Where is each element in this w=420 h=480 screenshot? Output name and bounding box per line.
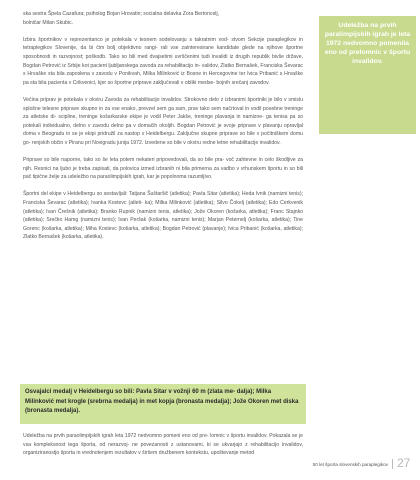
footer-caption: 50 let športa slovenskih paraplegikov	[312, 462, 388, 467]
text-line: ska sestra Špela Cazafura; psiholog Bojan Hrovatin; socialna delavka Zora Bertoncelj,	[23, 11, 220, 17]
pull-quote-text: Udeležba na prvih paralimpijskih igrah je leta 1972 nedvomno pomenila eno od prelomnic v športu invalidov.	[324, 22, 411, 65]
page-footer	[250, 456, 420, 472]
page-number: 27	[397, 456, 411, 470]
closing-paragraph-block	[23, 432, 303, 458]
paragraph-demanding-preparations: Priprave so bile naporne, tako so še leta potem nekateri pripovedovali, da so bile pra- voč zahtevne in celo škodljive za njih. Resnici na ljubo je treba zapisati, da polovica izmed izbranih ni bila primerna za vadbo v vrhunskem športu in so bili pač tipične želje za udeležbo na paraolimpijskih igrah, kar je popolnoma razumljivo.	[23, 157, 303, 181]
pull-quote-sidebar	[319, 16, 416, 134]
medal-winners-callout	[20, 384, 306, 424]
paragraph-closing: Udeležba na prvih paraolimpijskih igrah leta 1972 nedvomno pomeni eno od pre- lomnic v športu invalidov. Pokazala se je vsa kompleksnost tega športa, od nerazvoj- ne povezanosti z ustanovami, ki se ukvarjajo z rehabilitacijo invalidov, organiziranostjo športa in vrednotenjem rezultatov v širšem družbenem kontekstu, upoštevanje metod	[23, 433, 303, 457]
paragraph-athlete-selection: Izbira športnikov v reprezentanco je potekala v tesnem sodelovanju s takratnim vod- stvom Sekcije paraplegikov in tetraplegikov Slovenije, da bi čim bolj objektivno rangi- rali vse zainteresirane kandidate glede na njihove športne sposobnosti in razvojnost; poškodb. Tako so bili med dvajsetimi uvrščenimi tudi invalidi iz drugih republik bivše države, Bogdan Petrović iz Srbije kot pacient ljubljanskega zavoda za rehabilitacijo in- validov, Zlatko Bernašek, Franciska Ševarac s Hrvaške sta bila zaposlena v zavodu v Ponikvah, Milka Milinković iz Bosne in Hercegovine ter Ivica Pribanić s Hrvaške pa sta bila pacienta v Crikvenici, kjer so športne priprave zaključevali v obliki medse- bojnih srečanj zavodov.	[23, 36, 303, 86]
paragraph-preparations: Večina priprav je potekala v okviru Zavoda za rehabilitacijo invalidov. Strokovno delo z izbranimi športniki je bilo v smislu splošne telesne priprave skupno in za vse enako, prevzel sem ga sam, prav tako sem načrtoval in vodil posebne treninge za atletske di- scipline, treninge košarkarske ekipe je vodil Peter Jakše, treninge plavanja in namizne- ga tenisa pa so potekali individualno, delno v zavodu delno pa v domačih okoljih. Bogdan Petrović je svoje priprave v plavanju opravljal doma v Beogradu in se je ekipi pridružil za nastop v Heidelbergu. Zaključne skupne priprave so bile v počitniškem domu go- renjskih občin v Piranu pri Novigradu junija 1972. Izvedene so bile v okviru redne letne rehabilitacije invalidov.	[23, 96, 303, 146]
main-text-column	[23, 10, 303, 251]
callout-text: Osvajalci medalj v Heidelbergu so bili: Pavla Sitar v vožnji 60 m (zlata me- dalja); Milka Milinković met krogle (srebrna medalja) in met kopja (bronasta medalja); Jože Okoren met diska (bronasta medalja).	[25, 389, 299, 415]
text-line: bolničar Milan Skubic.	[23, 19, 74, 26]
footer-divider	[392, 459, 393, 469]
paragraph-team-roster: Športni del ekipe v Heidelbergu so sestavljali: Tatjana Šuštaršič (atletika); Pavla Sitar (atletika); Heda Ivnik (namizni tenis); Franciska Ševarac (atletika); Ivanka Kostevc (atleti- ka); Milka Milinković (atletika); Silvo Čokelj (atletika); Edo Cerkvenik (atletika); Ivan Črešnik (atletika); Branko Rupnik (namizni tenis, atletika); Jože Okoren (košarka, atletika); Franc Stajnko (atletika); Srečko Hamg (namizni tenis); Ivan Peršak (košarka, namizni tenis); Marjan Peternelj (košarka, atletika); Tine Gorenc (košarka, atletika); Miha Kostevc (košarka, atletika); Bogdan Petrović (plavanje); Ivica Pribanić (košarka, atletika); Zlatko Bernašek (košarka, atletika).	[23, 191, 303, 241]
